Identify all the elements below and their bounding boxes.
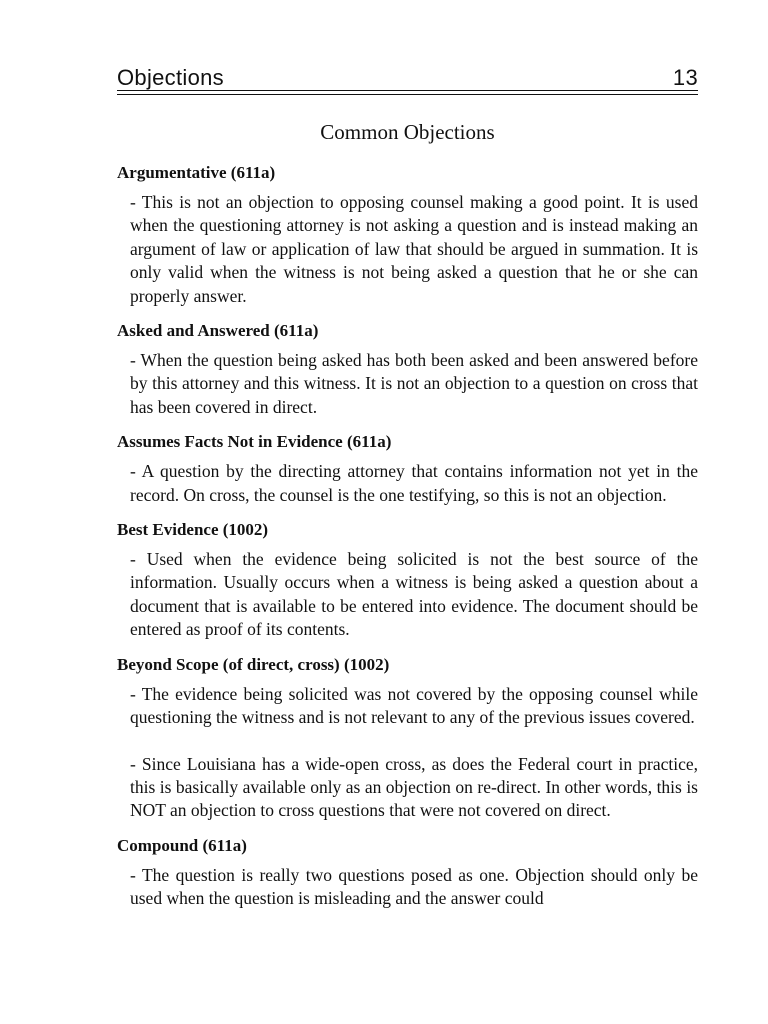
objection-entry (117, 161, 698, 308)
objection-description: - When the question being asked has both been asked and been answered before by this attorney and this witness. It is not an objection to a question on cross that has been covered in direct. (130, 350, 698, 417)
page-number: 13 (672, 65, 698, 90)
objection-title: Assumes Facts Not in Evidence (611a) (117, 432, 392, 452)
objection-title: Best Evidence (1002) (117, 520, 269, 540)
objection-title: Compound (611a) (117, 835, 247, 855)
header-rule-bottom (117, 94, 698, 95)
section-heading: Common Objections (320, 120, 495, 144)
objection-list (117, 161, 698, 922)
objection-description: - A question by the directing attorney that contains information not yet in the record. On cross, the counsel is the one testifying, so this is not an objection. (130, 461, 698, 505)
objection-entry (117, 518, 698, 642)
objection-title: Asked and Answered (611a) (117, 321, 319, 341)
objection-description: - Used when the evidence being solicited is not the best source of the information. Usually occurs when a witness is being asked a question about a document that is available to be entered into evidence. The document should be entered as proof of its contents. (130, 549, 698, 640)
objection-description: - The evidence being solicited was not covered by the opposing counsel while questioning the witness and is not relevant to any of the previous issues covered. (130, 683, 698, 728)
objection-entry (117, 430, 698, 507)
objection-title: Argumentative (611a) (117, 163, 276, 182)
objection-entry (117, 834, 698, 911)
objection-description: - The question is really two questions posed as one. Objection should only be used when the question is misleading and the answer could (130, 864, 698, 909)
objection-entry (117, 319, 698, 419)
header-rule-top (117, 90, 698, 91)
chapter-title: Objections (117, 65, 224, 90)
objection-description: - Since Louisiana has a wide-open cross, as does the Federal court in practice, this is basically available only as an objection on re-direct. In other words, this is NOT an objection to cross questions that were not covered on direct. (130, 753, 698, 821)
running-header (117, 64, 698, 92)
objection-description: - This is not an objection to opposing counsel making a good point. It is used when the questioning attorney is not asking a question and is instead making an argument of law or application of law that should be argued in summation. It is only valid when the witness is not being asked a question that he or she can properly answer. (130, 192, 698, 306)
objection-entry (117, 653, 698, 823)
objection-title: Beyond Scope (of direct, cross) (1002) (117, 654, 390, 674)
document-page (117, 0, 698, 1024)
